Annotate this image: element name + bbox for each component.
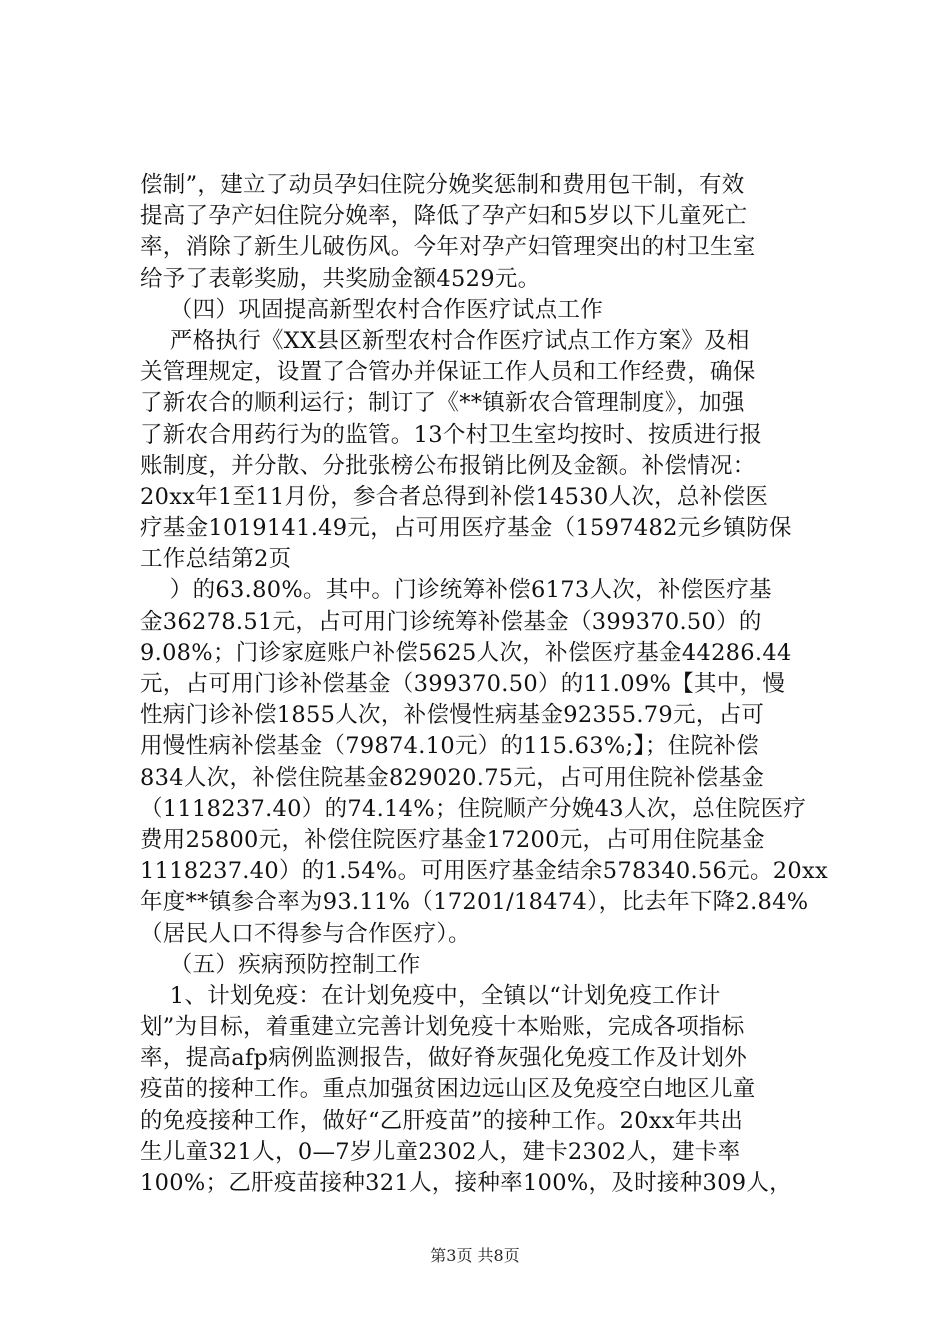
- text-line: 严格执行《XX县区新型农村合作医疗试点工作方案》及相: [140, 327, 750, 354]
- text-line: 用慢性病补偿基金（79874.10元）的115.63%;】；住院补偿: [140, 733, 759, 760]
- text-line: （1118237.40）的74.14%；住院顺产分娩43人次，总住院医疗: [140, 795, 807, 822]
- text-line: 1、计划免疫：在计划免疫中，全镇以“计划免疫工作计: [140, 982, 721, 1009]
- text-line: 了新农合的顺利运行；制订了《**镇新农合管理制度》，加强: [140, 390, 745, 417]
- text-line: 了新农合用药行为的监管。13个村卫生室均按时、按质进行报: [140, 421, 763, 448]
- text-line: 划”为目标，着重建立完善计划免疫十本贻账，完成各项指标: [140, 1014, 745, 1041]
- text-line: 金36278.51元，占可用门诊统筹补偿基金（399370.50）的: [140, 608, 762, 635]
- text-line: 工作总结第2页: [140, 546, 292, 573]
- text-line: 账制度，并分散、分批张榜公布报销比例及金额。补偿情况：: [140, 452, 756, 479]
- text-line: 疫苗的接种工作。重点加强贫困边远山区及免疫空白地区儿童: [140, 1076, 756, 1103]
- text-line: 1118237.40）的1.54%。可用医疗基金结余578340.56元。20xx: [140, 858, 828, 885]
- text-line: 关管理规定，设置了合管办并保证工作人员和工作经费，确保: [140, 359, 756, 386]
- text-line: 20xx年1至11月份，参合者总得到补偿14530人次，总补偿医: [140, 483, 769, 510]
- text-line: 生儿童321人，0—7岁儿童2302人，建卡2302人，建卡率: [140, 1138, 741, 1165]
- text-line: 834人次，补偿住院基金829020.75元，占可用住院补偿基金: [140, 764, 765, 791]
- body-text: [140, 170, 830, 1199]
- text-line: （五）疾病预防控制工作: [140, 951, 421, 978]
- text-line: 提高了孕产妇住院分娩率，降低了孕产妇和5岁以下儿童死亡: [140, 203, 748, 230]
- text-line: ）的63.80%。其中。门诊统筹补偿6173人次，补偿医疗基: [140, 577, 772, 604]
- text-line: 费用25800元，补偿住院医疗基金17200元，占可用住院基金: [140, 826, 765, 853]
- text-line: 疗基金1019141.49元，占可用医疗基金（1597482元乡镇防保: [140, 515, 792, 542]
- page-footer: 第3页 共8页: [430, 1246, 520, 1265]
- text-line: 元，占可用门诊补偿基金（399370.50）的11.09%【其中，慢: [140, 671, 786, 697]
- text-line: （居民人口不得参与合作医疗）。: [140, 920, 471, 947]
- text-line: 偿制”，建立了动员孕妇住院分娩奖惩制和费用包干制，有效: [140, 172, 745, 198]
- text-line: 9.08%；门诊家庭账户补偿5625人次，补偿医疗基金44286.44: [140, 639, 792, 666]
- text-line: 率，消除了新生儿破伤风。今年对孕产妇管理突出的村卫生室: [140, 234, 756, 261]
- text-line: （四）巩固提高新型农村合作医疗试点工作: [140, 296, 604, 323]
- text-line: 率，提高afp病例监测报告，做好脊灰强化免疫工作及计划外: [140, 1045, 748, 1072]
- text-line: 年度**镇参合率为93.11%（17201/18474），比去年下降2.84%: [140, 889, 809, 916]
- text-line: 给予了表彰奖励，共奖励金额4529元。: [140, 265, 541, 292]
- text-line: 性病门诊补偿1855人次，补偿慢性病基金92355.79元，占可: [140, 702, 765, 729]
- text-line: 100%；乙肝疫苗接种321人，接种率100%，及时接种309人，: [140, 1170, 792, 1196]
- text-line: 的免疫接种工作，做好“乙肝疫苗”的接种工作。20xx年共出: [140, 1107, 744, 1134]
